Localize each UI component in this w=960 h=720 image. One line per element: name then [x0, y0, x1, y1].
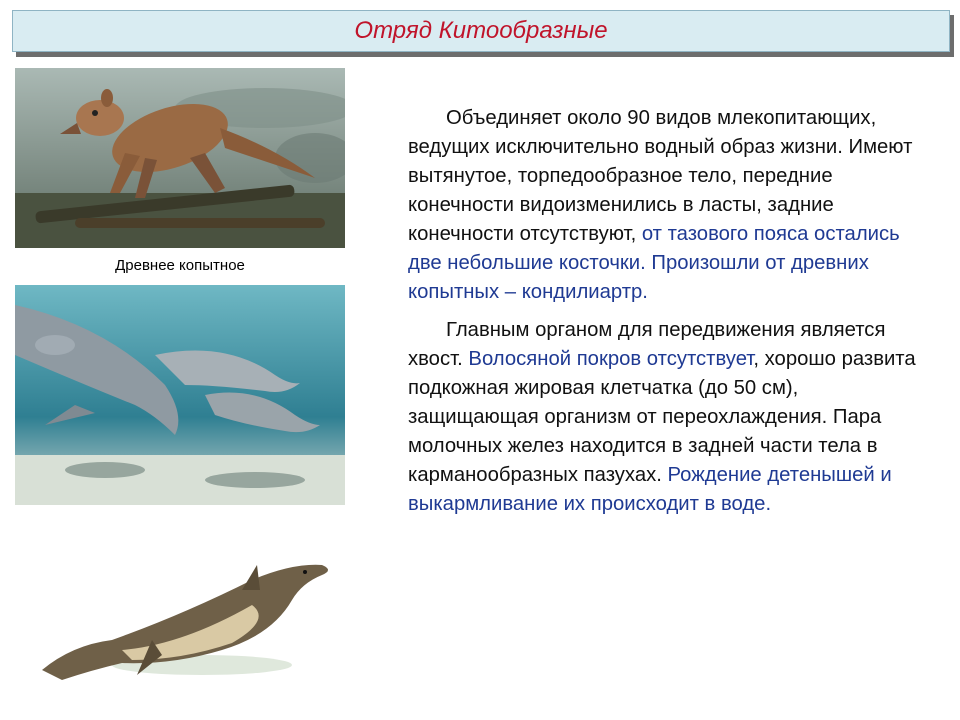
paragraph-2 — [408, 316, 928, 519]
paragraph-2-text-1: Главным органом для передвижения является хвост. — [408, 319, 886, 370]
ancient-ungulate-illustration — [15, 68, 345, 248]
paragraph-2-text-2: , хорошо развита подкожная жировая клетчатка (до 50 см), защищающая организм от переохлаждения. Пара молочных желез находится в задней части тела в карманообразных пазухах. — [408, 348, 916, 486]
slide-title: Отряд Китообразные — [354, 17, 608, 44]
paragraph-1 — [408, 104, 928, 307]
paragraph-2-highlight-2: Рождение детенышей и выкармливание их происходит в воде. — [408, 464, 892, 515]
body-text — [408, 104, 928, 519]
image-caption: Древнее копытное — [115, 257, 245, 274]
dolphins-underwater-photo — [15, 285, 345, 505]
paragraph-1-text: Объединяет около 90 видов млекопитающих, ведущих исключительно водный образ жизни. Имеют вытянутое, торпедообразное тело, передние конечности видоизменились в ласты, задние конечности отсутствуют, — [408, 107, 913, 245]
title-bar — [12, 10, 950, 52]
paragraph-2-highlight-1: Волосяной покров отсутствует — [468, 348, 754, 370]
paragraph-1-highlight: от тазового пояса остались две небольшие косточки. Произошли от древних копытных – кондилиартр. — [408, 223, 900, 303]
dolphin-illustration — [22, 545, 342, 695]
